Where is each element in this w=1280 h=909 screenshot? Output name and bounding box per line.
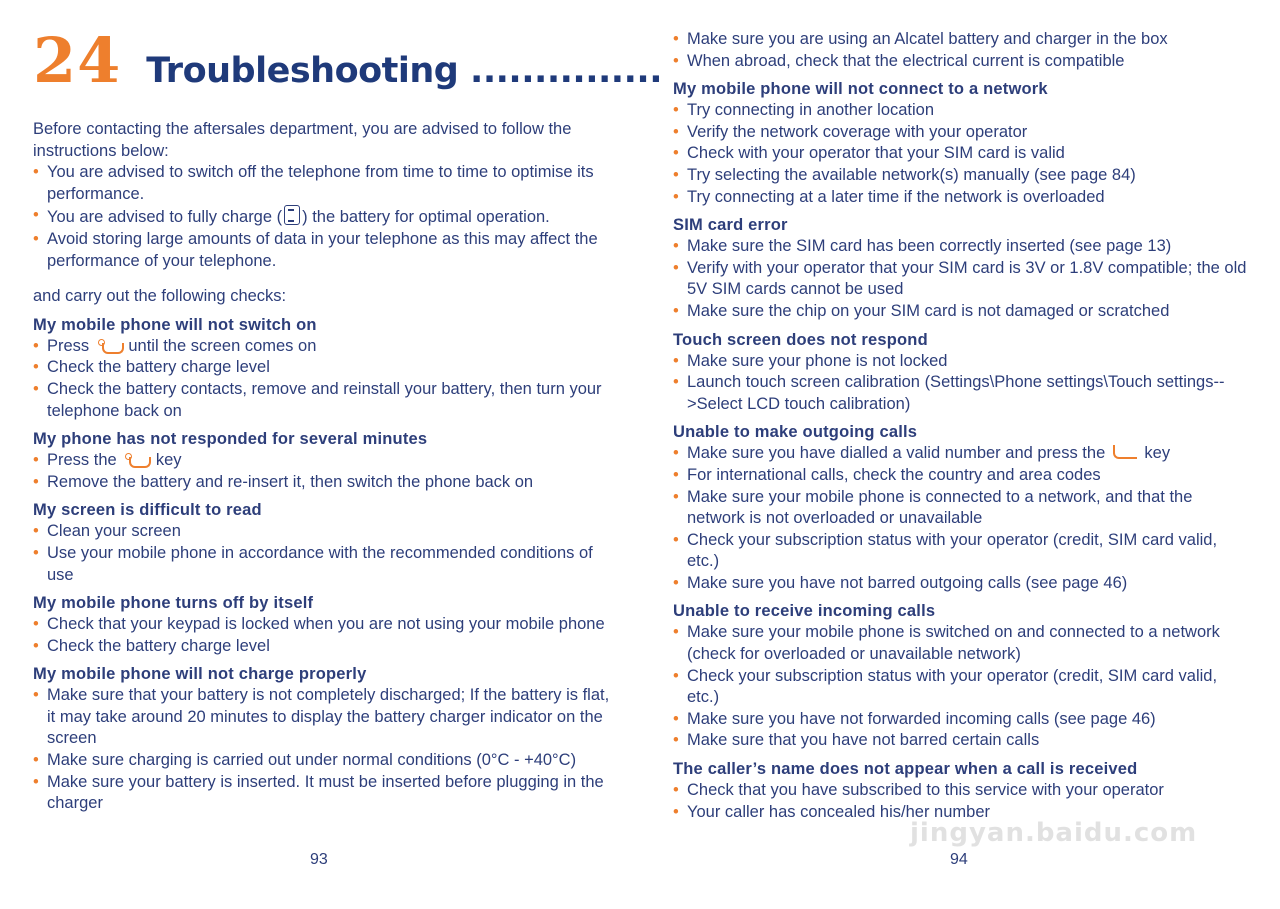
list-item: • Use your mobile phone in accordance with the recommended conditions of use bbox=[33, 543, 618, 586]
list-item: • Check with your operator that your SIM card is valid bbox=[673, 143, 1248, 165]
bullet-list bbox=[673, 236, 1248, 322]
bullet-list bbox=[673, 351, 1248, 416]
section-heading: My mobile phone will not switch on bbox=[33, 315, 317, 334]
list-item: • Make sure your phone is not locked bbox=[673, 351, 1248, 373]
page-number-right: 94 bbox=[950, 851, 968, 868]
list-item: • Check the battery charge level bbox=[33, 636, 618, 658]
send-key-icon bbox=[1113, 445, 1137, 459]
list-item: • You are advised to switch off the telephone from time to time to optimise its performance. bbox=[33, 162, 618, 205]
page-number-left: 93 bbox=[310, 851, 328, 868]
bullet-list bbox=[33, 162, 618, 272]
section-heading: Unable to make outgoing calls bbox=[673, 423, 918, 442]
bullet-list bbox=[673, 622, 1248, 752]
watermark-text: jingyan.baidu.com bbox=[910, 818, 1198, 848]
intro-paragraph: Before contacting the aftersales department, you are advised to follow the instructions below: bbox=[33, 120, 572, 160]
list-item bbox=[33, 450, 618, 472]
bullet-list bbox=[33, 336, 618, 422]
list-item: • Launch touch screen calibration (Settings\Phone settings\Touch settings-->Select LCD touch calibration) bbox=[673, 372, 1248, 415]
baidu-watermark-logo bbox=[1010, 720, 1130, 815]
chapter-number: 24 bbox=[33, 24, 122, 97]
chapter-heading bbox=[33, 24, 662, 97]
bullet-list bbox=[33, 685, 618, 815]
text-fragment: Make sure you have dialled a valid number and press the bbox=[687, 444, 1110, 463]
text-fragment: Press bbox=[47, 336, 94, 355]
list-item: • Check that you have subscribed to this service with your operator bbox=[673, 780, 1248, 802]
list-item: • Check the battery charge level bbox=[33, 357, 618, 379]
text-fragment: until the screen comes on bbox=[123, 336, 317, 355]
bullet-list bbox=[33, 614, 618, 657]
right-page bbox=[673, 29, 1248, 823]
list-item: • For international calls, check the country and area codes bbox=[673, 465, 1248, 487]
text-fragment: key bbox=[1139, 444, 1171, 463]
list-item: • Check your subscription status with your operator (credit, SIM card valid, etc.) bbox=[673, 666, 1248, 709]
text-fragment: key bbox=[151, 451, 182, 470]
list-item: • Remove the battery and re-insert it, then switch the phone back on bbox=[33, 472, 618, 494]
list-item: • Try connecting at a later time if the network is overloaded bbox=[673, 187, 1248, 209]
text-fragment: Press the bbox=[47, 451, 122, 470]
bullet-list bbox=[673, 780, 1248, 823]
list-item: • Verify with your operator that your SIM card is 3V or 1.8V compatible; the old 5V SIM cards cannot be used bbox=[673, 258, 1248, 301]
spacer bbox=[33, 272, 618, 286]
text-fragment: ) the battery for optimal operation. bbox=[302, 208, 550, 227]
list-item: • Your caller has concealed his/her number bbox=[673, 802, 1248, 824]
list-item: • Check that your keypad is locked when you are not using your mobile phone bbox=[33, 614, 618, 636]
section-heading: Unable to receive incoming calls bbox=[673, 602, 936, 621]
list-item: • Make sure that your battery is not completely discharged; If the battery is flat, it may take around 20 minutes to display the battery charger indicator on the screen bbox=[33, 685, 618, 750]
checks-intro: and carry out the following checks: bbox=[33, 287, 287, 306]
list-item: • Make sure the SIM card has been correctly inserted (see page 13) bbox=[673, 236, 1248, 258]
list-item: • Make sure you are using an Alcatel battery and charger in the box bbox=[673, 29, 1248, 51]
list-item bbox=[33, 336, 618, 358]
chapter-title: Troubleshooting ............... bbox=[146, 51, 662, 91]
list-item: • Try connecting in another location bbox=[673, 100, 1248, 122]
bullet-list bbox=[33, 521, 618, 586]
section-heading: Touch screen does not respond bbox=[673, 330, 928, 349]
list-item: • Make sure charging is carried out under normal conditions (0°C - +40°C) bbox=[33, 750, 618, 772]
section-heading: My phone has not responded for several minutes bbox=[33, 430, 428, 449]
list-item: • Avoid storing large amounts of data in your telephone as this may affect the performance of your telephone. bbox=[33, 229, 618, 272]
list-item: • Make sure that you have not barred certain calls bbox=[673, 730, 1248, 752]
section-heading: My screen is difficult to read bbox=[33, 501, 262, 520]
bullet-list bbox=[673, 443, 1248, 594]
end-call-key-icon bbox=[123, 453, 149, 467]
bullet-list bbox=[33, 450, 618, 493]
bullet-list bbox=[673, 100, 1248, 208]
list-item: • Try selecting the available network(s) manually (see page 84) bbox=[673, 165, 1248, 187]
list-item: • Make sure you have not forwarded incoming calls (see page 46) bbox=[673, 709, 1248, 731]
section-heading: My mobile phone will not connect to a network bbox=[673, 80, 1048, 99]
section-heading: The caller’s name does not appear when a call is received bbox=[673, 760, 1138, 779]
list-item: • Verify the network coverage with your operator bbox=[673, 122, 1248, 144]
section-heading: My mobile phone turns off by itself bbox=[33, 594, 314, 613]
text-fragment: You are advised to fully charge ( bbox=[47, 208, 283, 227]
bullet-list bbox=[673, 29, 1248, 72]
section-heading: My mobile phone will not charge properly bbox=[33, 665, 367, 684]
list-item bbox=[33, 205, 618, 229]
end-call-key-icon bbox=[96, 339, 122, 353]
battery-charge-icon bbox=[284, 205, 300, 225]
list-item bbox=[673, 443, 1248, 465]
list-item: • Check the battery contacts, remove and reinstall your battery, then turn your telephone back on bbox=[33, 379, 618, 422]
list-item: • Make sure you have not barred outgoing calls (see page 46) bbox=[673, 573, 1248, 595]
list-item: • Clean your screen bbox=[33, 521, 618, 543]
list-item: • Make sure the chip on your SIM card is not damaged or scratched bbox=[673, 301, 1248, 323]
list-item: • When abroad, check that the electrical current is compatible bbox=[673, 51, 1248, 73]
left-page bbox=[33, 119, 618, 815]
list-item: • Make sure your battery is inserted. It must be inserted before plugging in the charger bbox=[33, 772, 618, 815]
list-item: • Check your subscription status with your operator (credit, SIM card valid, etc.) bbox=[673, 530, 1248, 573]
list-item: • Make sure your mobile phone is connected to a network, and that the network is not overloaded or unavailable bbox=[673, 487, 1248, 530]
list-item: • Make sure your mobile phone is switched on and connected to a network (check for overloaded or unavailable network) bbox=[673, 622, 1248, 665]
section-heading: SIM card error bbox=[673, 216, 788, 235]
